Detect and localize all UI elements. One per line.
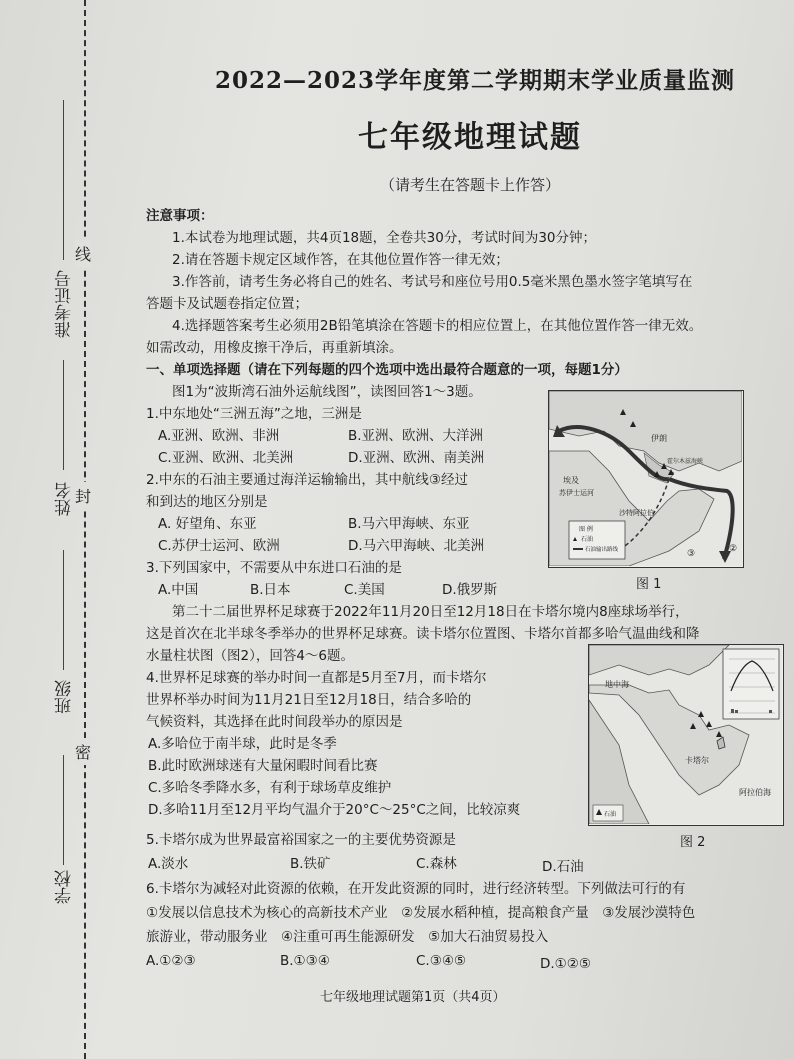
q3-option-a: A.中国 bbox=[158, 582, 199, 598]
q6-options-line-2: 旅游业，带动服务业 ④注重可再生能源研发 ⑤加大石油贸易投入 bbox=[146, 929, 549, 945]
q2-option-d: D.马六甲海峡、北美洲 bbox=[348, 538, 485, 554]
q1-option-d: D.亚洲、欧洲、南美洲 bbox=[348, 450, 485, 466]
q4-option-d: D.多哈11月至12月平均气温介于20°C～25°C之间，比较凉爽 bbox=[148, 802, 521, 818]
fig2-label-med: 地中海 bbox=[605, 680, 629, 689]
binding-mark-secret: 密 bbox=[75, 738, 91, 765]
fig1-label-hormuz: 霍尔木兹海峡 bbox=[667, 458, 704, 465]
q4-option-a: A.多哈位于南半球，此时是冬季 bbox=[148, 736, 337, 752]
note-2: 2.请在答题卡规定区域作答，在其他位置作答一律无效； bbox=[172, 252, 509, 268]
fig1-route-2: ② bbox=[729, 544, 738, 554]
fig1-route-3: ③ bbox=[687, 549, 696, 559]
fig1-label-egypt: 埃及 bbox=[563, 476, 579, 485]
fig1-label-saudi: 沙特阿拉伯 bbox=[619, 509, 654, 517]
qatar-location-map bbox=[589, 645, 782, 824]
figure-2-caption: 图 2 bbox=[680, 835, 706, 850]
q6-option-c: C.③④⑤ bbox=[416, 953, 467, 969]
q2-stem-2: 和到达的地区分别是 bbox=[146, 494, 268, 510]
q4-stem-3: 气候资料，其选择在此时间段举办的原因是 bbox=[146, 714, 403, 730]
q4-stem-1: 4.世界杯足球赛的举办时间一直都是5月至7月，而卡塔尔 bbox=[146, 670, 487, 686]
q5-option-c: C.森林 bbox=[416, 856, 457, 872]
note-1: 1.本试卷为地理试题，共4页18题，全卷共30分，考试时间为30分钟； bbox=[172, 230, 597, 246]
section1-intro: 图1为“波斯湾石油外运航线图”，读图回答1～3题。 bbox=[172, 384, 482, 400]
q4-stem-2: 世界杯举办时间为11月21日至12月18日，结合多哈的 bbox=[146, 692, 472, 708]
note-3b: 答题卡及试题卷指定位置； bbox=[146, 296, 308, 312]
figure-2-map bbox=[588, 644, 784, 826]
q1-stem: 1.中东地处“三洲五海”之地，三洲是 bbox=[146, 406, 362, 422]
q3-option-d: D.俄罗斯 bbox=[442, 582, 498, 598]
exam-title: 2022—2023学年度第二学期期末学业质量监测 bbox=[214, 67, 736, 94]
q2-option-b: B.马六甲海峡、东亚 bbox=[348, 516, 470, 532]
q4-option-c: C.多哈冬季降水多，有利于球场草皮维护 bbox=[148, 780, 392, 796]
q2-option-a: A. 好望角、东亚 bbox=[158, 516, 257, 532]
q6-options-line-1: ①发展以信息技术为核心的高新技术产业 ②发展水稻种植，提高粮食产量 ③发展沙漠特色 bbox=[146, 905, 696, 921]
name-line bbox=[63, 360, 64, 470]
q3-option-b: B.日本 bbox=[250, 582, 291, 598]
q2-stem-1: 2.中东的石油主要通过海洋运输输出，其中航线③经过 bbox=[146, 472, 468, 488]
q1-option-a: A.亚洲、欧洲、非洲 bbox=[158, 428, 280, 444]
instruction: （请考生在答题卡上作答） bbox=[379, 176, 560, 194]
note-4a: 4.选择题答案考生必须用2B铅笔填涂在答题卡的相应位置上，在其他位置作答一律无效。 bbox=[172, 318, 703, 334]
student-id-label: 准考证号 bbox=[55, 270, 75, 338]
school-label: 学校 bbox=[55, 870, 75, 904]
fig1-legend-oil: 石油 bbox=[581, 536, 594, 543]
binding-mark-seal: 封 bbox=[75, 482, 91, 509]
fig2-label-arab: 阿拉伯海 bbox=[739, 788, 771, 797]
school-line bbox=[63, 755, 64, 865]
q3-option-c: C.美国 bbox=[344, 582, 385, 598]
q5-option-d: D.石油 bbox=[542, 859, 584, 875]
page-footer: 七年级地理试题第1页（共4页） bbox=[320, 990, 506, 1005]
class-line bbox=[63, 550, 64, 670]
q3-stem: 3.下列国家中，不需要从中东进口石油的是 bbox=[146, 560, 402, 576]
name-label: 姓名 bbox=[55, 482, 75, 516]
fig1-label-suez: 苏伊士运河 bbox=[559, 489, 594, 497]
q5-option-b: B.铁矿 bbox=[290, 856, 331, 872]
q1-option-b: B.亚洲、欧洲、大洋洲 bbox=[348, 428, 484, 444]
student-id-line bbox=[63, 100, 64, 260]
q6-option-a: A.①②③ bbox=[146, 953, 196, 969]
q6-option-b: B.①③④ bbox=[280, 953, 330, 969]
fig1-legend-title: 图 例 bbox=[579, 526, 593, 533]
q2-option-c: C.苏伊士运河、欧洲 bbox=[158, 538, 280, 554]
q5-stem: 5.卡塔尔成为世界最富裕国家之一的主要优势资源是 bbox=[146, 832, 456, 848]
q6-stem: 6.卡塔尔为减轻对此资源的依赖，在开发此资源的同时，进行经济转型。下列做法可行的有 bbox=[146, 881, 686, 897]
fig2-legend-oil: 石油 bbox=[604, 811, 617, 818]
passage2-line-1: 第二十二届世界杯足球赛于2022年11月20日至12月18日在卡塔尔境内8座球场举行， bbox=[172, 604, 689, 620]
note-3a: 3.作答前，请考生务必将自己的姓名、考试号和座位号用0.5毫米黑色墨水签字笔填写在 bbox=[172, 274, 693, 290]
fig1-label-iran: 伊朗 bbox=[651, 434, 667, 443]
class-label: 班级 bbox=[55, 680, 75, 714]
fig1-legend-route: 石油输出路线 bbox=[585, 547, 619, 553]
figure-1-caption: 图 1 bbox=[636, 577, 662, 592]
q1-option-c: C.亚洲、欧洲、北美洲 bbox=[158, 450, 294, 466]
fig2-label-qatar: 卡塔尔 bbox=[685, 756, 709, 765]
binding-dashed-line bbox=[84, 0, 86, 1059]
figure-1-map bbox=[548, 390, 744, 568]
notes-heading: 注意事项： bbox=[146, 208, 214, 224]
passage2-line-2: 这是首次在北半球冬季举办的世界杯足球赛。读卡塔尔位置图、卡塔尔首都多哈气温曲线和降 bbox=[146, 626, 700, 642]
section1-heading: 一、单项选择题（请在下列每题的四个选项中选出最符合题意的一项，每题1分） bbox=[146, 362, 628, 378]
binding-mark-line: 线 bbox=[75, 240, 91, 267]
q6-option-d: D.①②⑤ bbox=[540, 956, 591, 972]
note-4b: 如需改动，用橡皮擦干净后，再重新填涂。 bbox=[146, 340, 403, 356]
passage2-line-3: 水量柱状图（图2），回答4～6题。 bbox=[146, 648, 355, 664]
q5-option-a: A.淡水 bbox=[148, 856, 189, 872]
subject-title: 七年级地理试题 bbox=[358, 120, 582, 155]
persian-gulf-route-map bbox=[549, 391, 742, 566]
q4-option-b: B.此时欧洲球迷有大量闲暇时间看比赛 bbox=[148, 758, 378, 774]
